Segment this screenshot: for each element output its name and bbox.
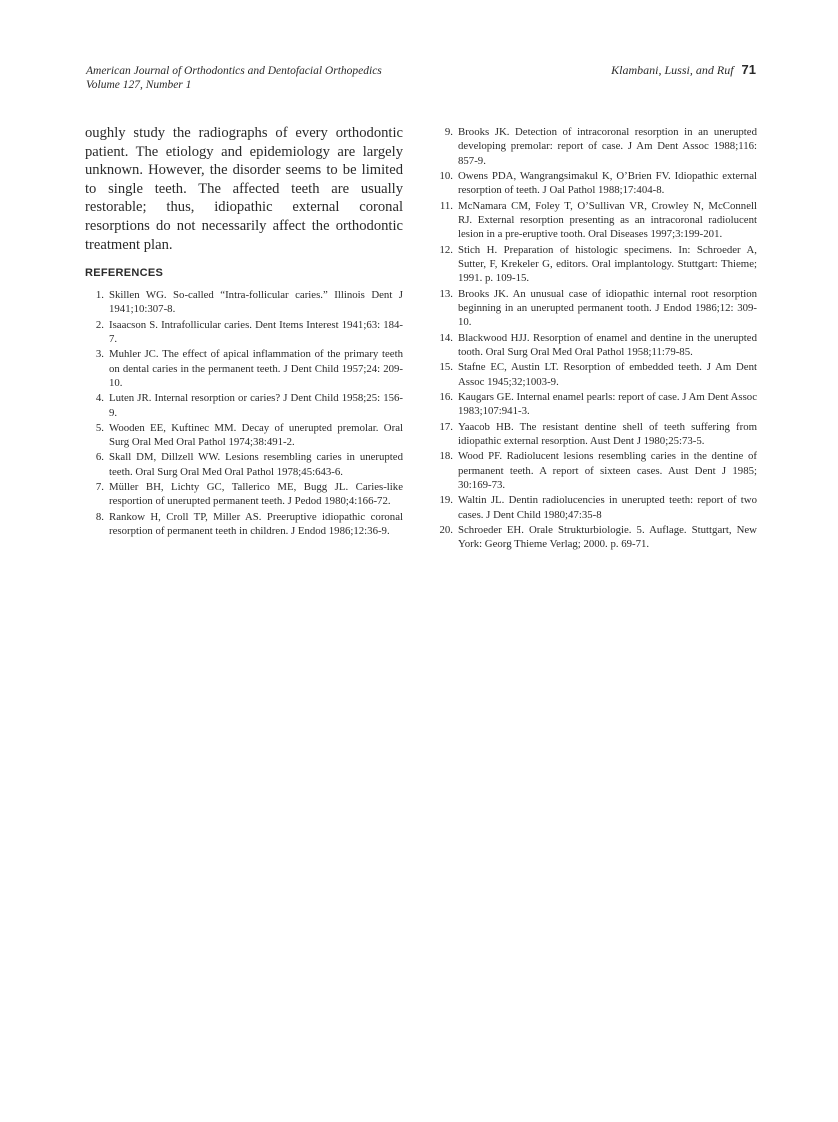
reference-text: Stafne EC, Austin LT. Resorption of embedded teeth. J Am Dent Assoc 1945;32;1003-9. [458,361,757,388]
reference-item [433,360,757,389]
reference-number: 10. [439,170,453,183]
reference-text: Brooks JK. Detection of intracoronal resorption in an unerupted developing premolar: report of case. J Am Dent Assoc 1988;116: 857-9. [458,126,757,167]
reference-item [433,449,757,492]
reference-number: 19. [439,494,453,507]
reference-item [85,421,403,450]
reference-text: Stich H. Preparation of histologic specimens. In: Schroeder A, Sutter, F, Krekeler G, editors. Oral implantology. Stuttgart: Thieme; 1991. p. 109-15. [458,243,757,285]
reference-text: Yaacob HB. The resistant dentine shell of teeth suffering from idiopathic external resorption. Aust Dent J 1980;25:73-5. [458,420,757,447]
reference-item [433,169,757,198]
page-number: 71 [741,62,756,77]
article-authors: Klambani, Lussi, and Ruf [611,63,734,77]
reference-number: 12. [439,243,453,256]
reference-number: 18. [439,450,453,463]
reference-item [85,318,403,347]
reference-item [85,480,403,509]
reference-item [433,420,757,449]
reference-number: 16. [439,390,453,403]
reference-number: 17. [439,420,453,433]
reference-item [85,450,403,479]
reference-text: McNamara CM, Foley T, O’Sullivan VR, Crowley N, McConnell RJ. External resorption presenting as an intracoronal radiolucent lesion in a pre-eruptive tooth. Oral Diseases 1997;3:199-201. [458,199,757,241]
reference-number: 13. [439,287,453,300]
reference-item [433,199,757,242]
reference-number: 5. [95,421,104,434]
reference-item [85,347,403,390]
reference-number: 3. [95,348,104,361]
reference-text: Skall DM, Dillzell WW. Lesions resembling caries in unerupted teeth. Oral Surg Oral Med Oral Pathol 1978;45:643-6. [109,451,403,478]
reference-number: 7. [95,481,104,494]
reference-text: Isaacson S. Intrafollicular caries. Dent Items Interest 1941;63: 184-7. [109,318,403,346]
reference-text: Waltin JL. Dentin radiolucencies in unerupted teeth: report of two cases. J Dent Child 1980;47:35-8 [458,494,757,521]
reference-item [85,510,403,539]
reference-text: Kaugars GE. Internal enamel pearls: report of case. J Am Dent Assoc 1983;107:941-3. [458,390,757,418]
reference-text: Skillen WG. So-called “Intra-follicular caries.” Illinois Dent J 1941;10:307-8. [109,289,403,316]
reference-text: Luten JR. Internal resorption or caries? J Dent Child 1958;25: 156-9. [109,392,403,419]
reference-item [433,493,757,522]
references-heading: REFERENCES [85,267,164,279]
reference-item [433,287,757,330]
reference-number: 11. [439,199,453,212]
journal-title: American Journal of Orthodontics and Dentofacial Orthopedics [86,65,382,77]
reference-number: 20. [439,523,453,536]
reference-text: Wooden EE, Kuftinec MM. Decay of unerupted premolar. Oral Surg Oral Med Oral Pathol 1974;38:491-2. [109,421,403,449]
reference-item [433,243,757,286]
reference-number: 6. [95,451,104,464]
reference-item [433,331,757,360]
reference-text: Owens PDA, Wangrangsimakul K, O’Brien FV. Idiopathic external resorption of teeth. J Oal Pathol 1988;17:404-8. [458,170,757,197]
references-list-left [85,288,403,539]
reference-text: Schroeder EH. Orale Strukturbiologie. 5. Auflage. Stuttgart, New York: Georg Thieme Verlag; 2000. p. 69-71. [458,523,757,551]
reference-number: 14. [439,331,453,344]
journal-volume: Volume 127, Number 1 [86,79,192,91]
reference-text: Brooks JK. An unusual case of idiopathic internal root resorption beginning in an unerupted permanent tooth. J Endod 1986;12: 309-10. [458,287,757,329]
running-header-right [611,62,756,78]
reference-item [433,390,757,419]
reference-number: 4. [95,392,104,405]
reference-item [433,523,757,552]
reference-item [85,391,403,420]
reference-number: 2. [95,318,104,331]
reference-text: Blackwood HJJ. Resorption of enamel and dentine in the unerupted tooth. Oral Surg Oral Med Oral Pathol 1958;11:79-85. [458,331,757,359]
reference-number: 1. [95,289,104,301]
reference-text: Müller BH, Lichty GC, Tallerico ME, Bugg JL. Caries-like resportion of unerupted permanent teeth. J Pedod 1980;4:166-72. [109,481,403,508]
reference-text: Muhler JC. The effect of apical inflammation of the primary teeth on dental caries in the permanent teeth. J Dent Child 1957;24: 209-10. [109,348,403,390]
reference-number: 8. [95,510,104,523]
reference-text: Wood PF. Radiolucent lesions resembling caries in the dentine of permanent teeth. A report of sixteen cases. Aust Dent J 1985; 30:169-73. [458,450,757,491]
running-header-journal [86,64,382,92]
references-list-right [433,125,757,552]
reference-text: Rankow H, Croll TP, Miller AS. Preeruptive idiopathic coronal resorption of permanent teeth in children. J Endod 1986;12:36-9. [109,510,403,538]
reference-number: 9. [444,126,453,138]
reference-number: 15. [439,361,453,374]
reference-item [85,288,403,317]
body-paragraph: oughly study the radiographs of every orthodontic patient. The etiology and epidemiology are largely unknown. However, the disorder seems to be limited to single teeth. The affected teeth are usually restorable; thus, idiopathic external coronal resorptions do not necessarily affect the orthodontic treatment plan. [85,125,403,253]
reference-item [433,125,757,168]
